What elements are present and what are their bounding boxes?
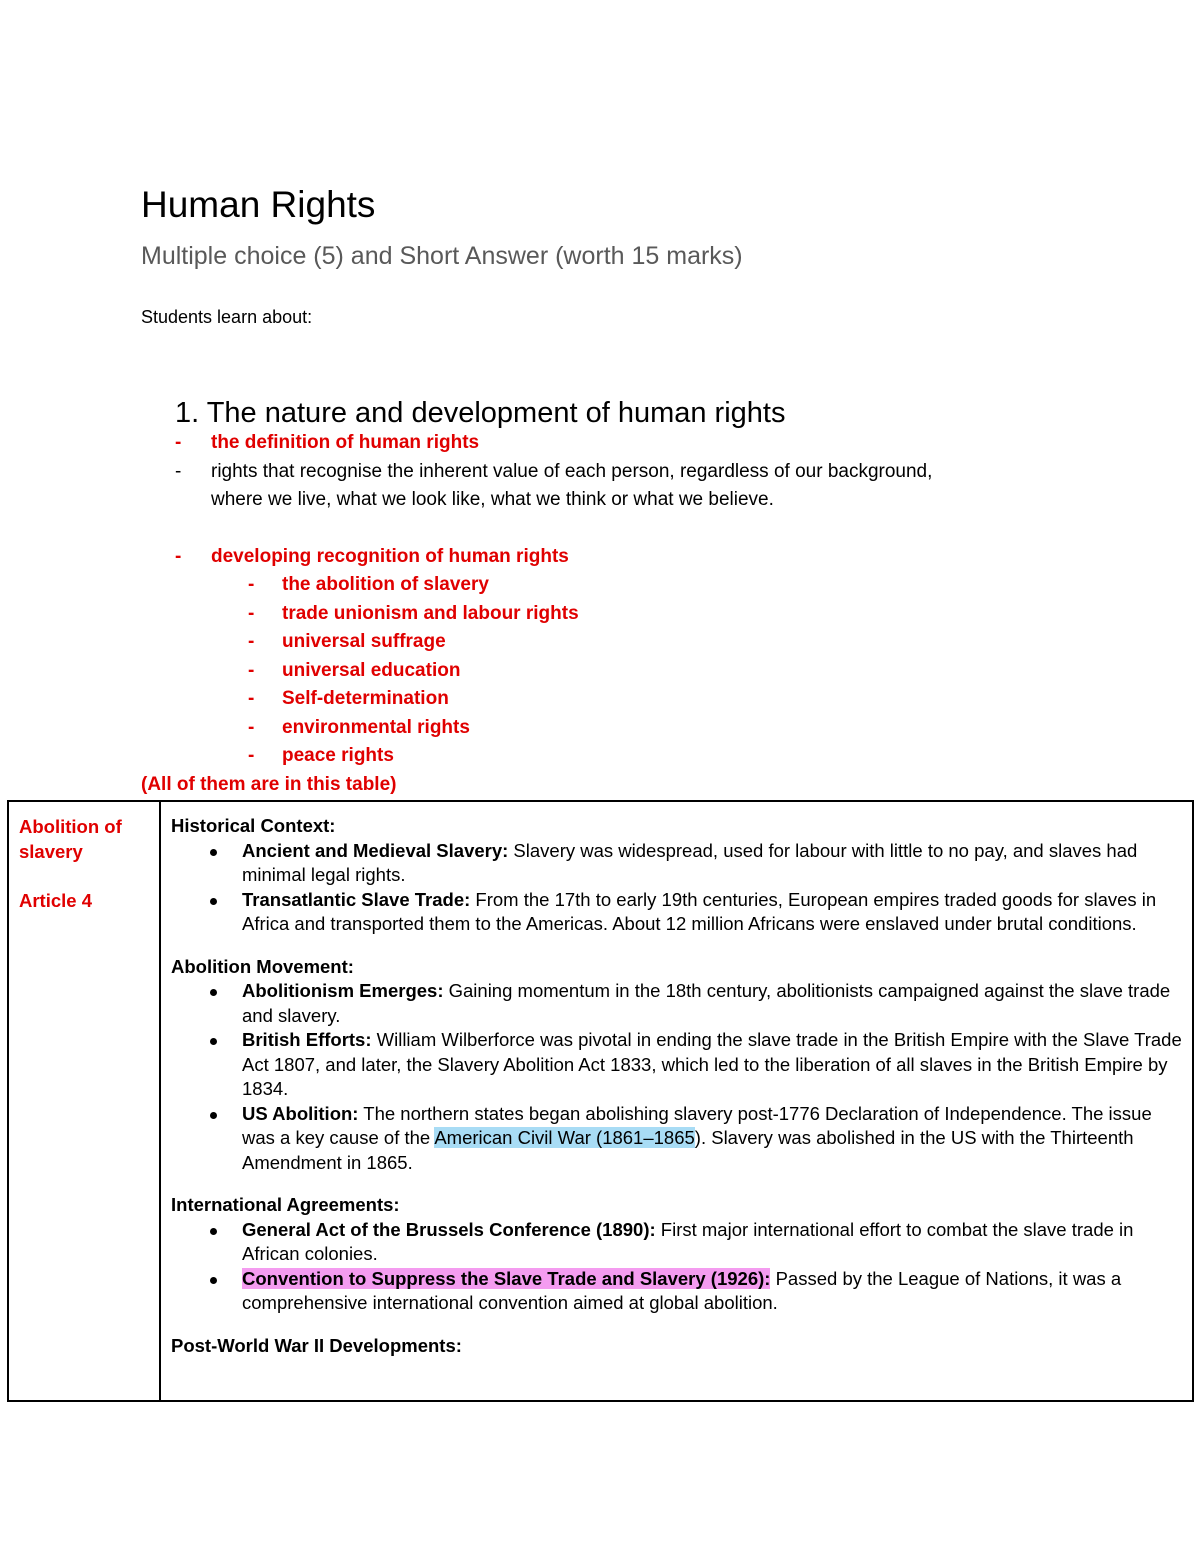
list-item: [171, 1267, 1186, 1316]
bullet-list: [171, 979, 1186, 1175]
dash-marker: -: [248, 688, 255, 709]
dash-marker: -: [175, 461, 182, 482]
sub-item-label: the abolition of slavery: [282, 574, 489, 595]
list-item: [171, 888, 1186, 937]
highlighted-text: American Civil War (1861–1865: [434, 1127, 695, 1148]
dash-marker: -: [248, 660, 255, 681]
dash-marker: -: [248, 574, 255, 595]
item-text: William Wilberforce was pivotal in ending the slave trade in the British Empire with the Slave Trade Act 1807, and later, the Slavery Abolition Act 1833, which led to the liberation of all slaves in the British Empire by 1834.: [242, 1029, 1182, 1099]
item-text: First major international effort to combat the slave trade in African colonies.: [242, 1218, 1134, 1264]
content-table: [7, 800, 1194, 1402]
dash-marker: -: [175, 432, 182, 453]
section-title: Abolition Movement:: [171, 955, 354, 977]
item-bold: British Efforts:: [242, 1029, 372, 1050]
section-international-agreements: [171, 1193, 1186, 1316]
list-item: [171, 1218, 1186, 1267]
topic-label: Abolition of slavery: [19, 816, 122, 862]
item-bold: Abolitionism Emerges:: [242, 980, 444, 1001]
item-text: The northern states began abolishing slavery post-1776 Declaration of Independence. The issue was a key cause of the: [242, 1102, 1152, 1148]
sub-item-label: trade unionism and labour rights: [282, 603, 579, 624]
table-left-cell: [19, 814, 154, 913]
intro-text: Students learn about:: [141, 307, 313, 327]
definition-text-line-1: rights that recognise the inherent value of each person, regardless of our background,: [211, 461, 933, 482]
item-text: Passed by the League of Nations, it was a comprehensive international convention aimed at global abolition.: [242, 1267, 1122, 1313]
section-title: Historical Context:: [171, 815, 336, 836]
item-text: ). Slavery was abolished in the US with the Thirteenth Amendment in 1865.: [242, 1127, 1134, 1173]
item-text: From the 17th to early 19th centuries, European empires traded goods for slaves in Africa and transported them to the Americas. About 12 million Africans were enslaved under brutal conditions.: [242, 888, 1157, 934]
section-title: Post-World War II Developments:: [171, 1334, 462, 1356]
sub-item-label: Self-determination: [282, 688, 449, 709]
item-bold: General Act of the Brussels Conference (1890):: [242, 1218, 656, 1240]
dash-marker: -: [248, 631, 255, 652]
dash-marker: -: [248, 603, 255, 624]
item-text: Gaining momentum in the 18th century, abolitionists campaigned against the slave trade and slavery.: [242, 980, 1171, 1026]
item-text: Slavery was widespread, used for labour with little to no pay, and slaves had minimal legal rights.: [242, 839, 1138, 885]
list-item: [171, 839, 1186, 888]
item-bold: Ancient and Medieval Slavery:: [242, 839, 509, 861]
definition-text-line-2: where we live, what we look like, what we think or what we believe.: [211, 489, 774, 510]
dash-marker: -: [248, 745, 255, 766]
item-bold: Transatlantic Slave Trade:: [242, 888, 471, 910]
section-post-ww2: [171, 1334, 1186, 1359]
column-divider: [159, 802, 161, 1400]
sub-item-label: universal education: [282, 660, 461, 681]
section-heading: 1. The nature and development of human rights: [175, 397, 786, 429]
item-bold-highlighted: Convention to Suppress the Slave Trade and Slavery (1926):: [242, 1267, 771, 1289]
sub-item-label: peace rights: [282, 745, 394, 766]
dash-marker: -: [248, 717, 255, 738]
table-right-cell: [171, 814, 1186, 1376]
table-note: (All of them are in this table): [141, 774, 397, 795]
list-item-label: developing recognition of human rights: [211, 546, 569, 567]
sub-item-label: universal suffrage: [282, 631, 446, 652]
section-historical-context: [171, 814, 1186, 937]
item-bold: US Abolition:: [242, 1102, 359, 1124]
list-item: [171, 1102, 1186, 1176]
document-title: Human Rights: [141, 184, 376, 225]
document-subtitle: Multiple choice (5) and Short Answer (worth 15 marks): [141, 242, 743, 270]
sub-item-label: environmental rights: [282, 717, 470, 738]
dash-marker: -: [175, 546, 182, 567]
section-abolition-movement: [171, 955, 1186, 1176]
article-label: Article 4: [19, 890, 93, 911]
bullet-list: [171, 1218, 1186, 1316]
list-item: [171, 1028, 1186, 1102]
section-title: International Agreements:: [171, 1194, 400, 1215]
list-item-label: the definition of human rights: [211, 432, 480, 453]
bullet-list: [171, 839, 1186, 937]
list-item: [171, 979, 1186, 1028]
